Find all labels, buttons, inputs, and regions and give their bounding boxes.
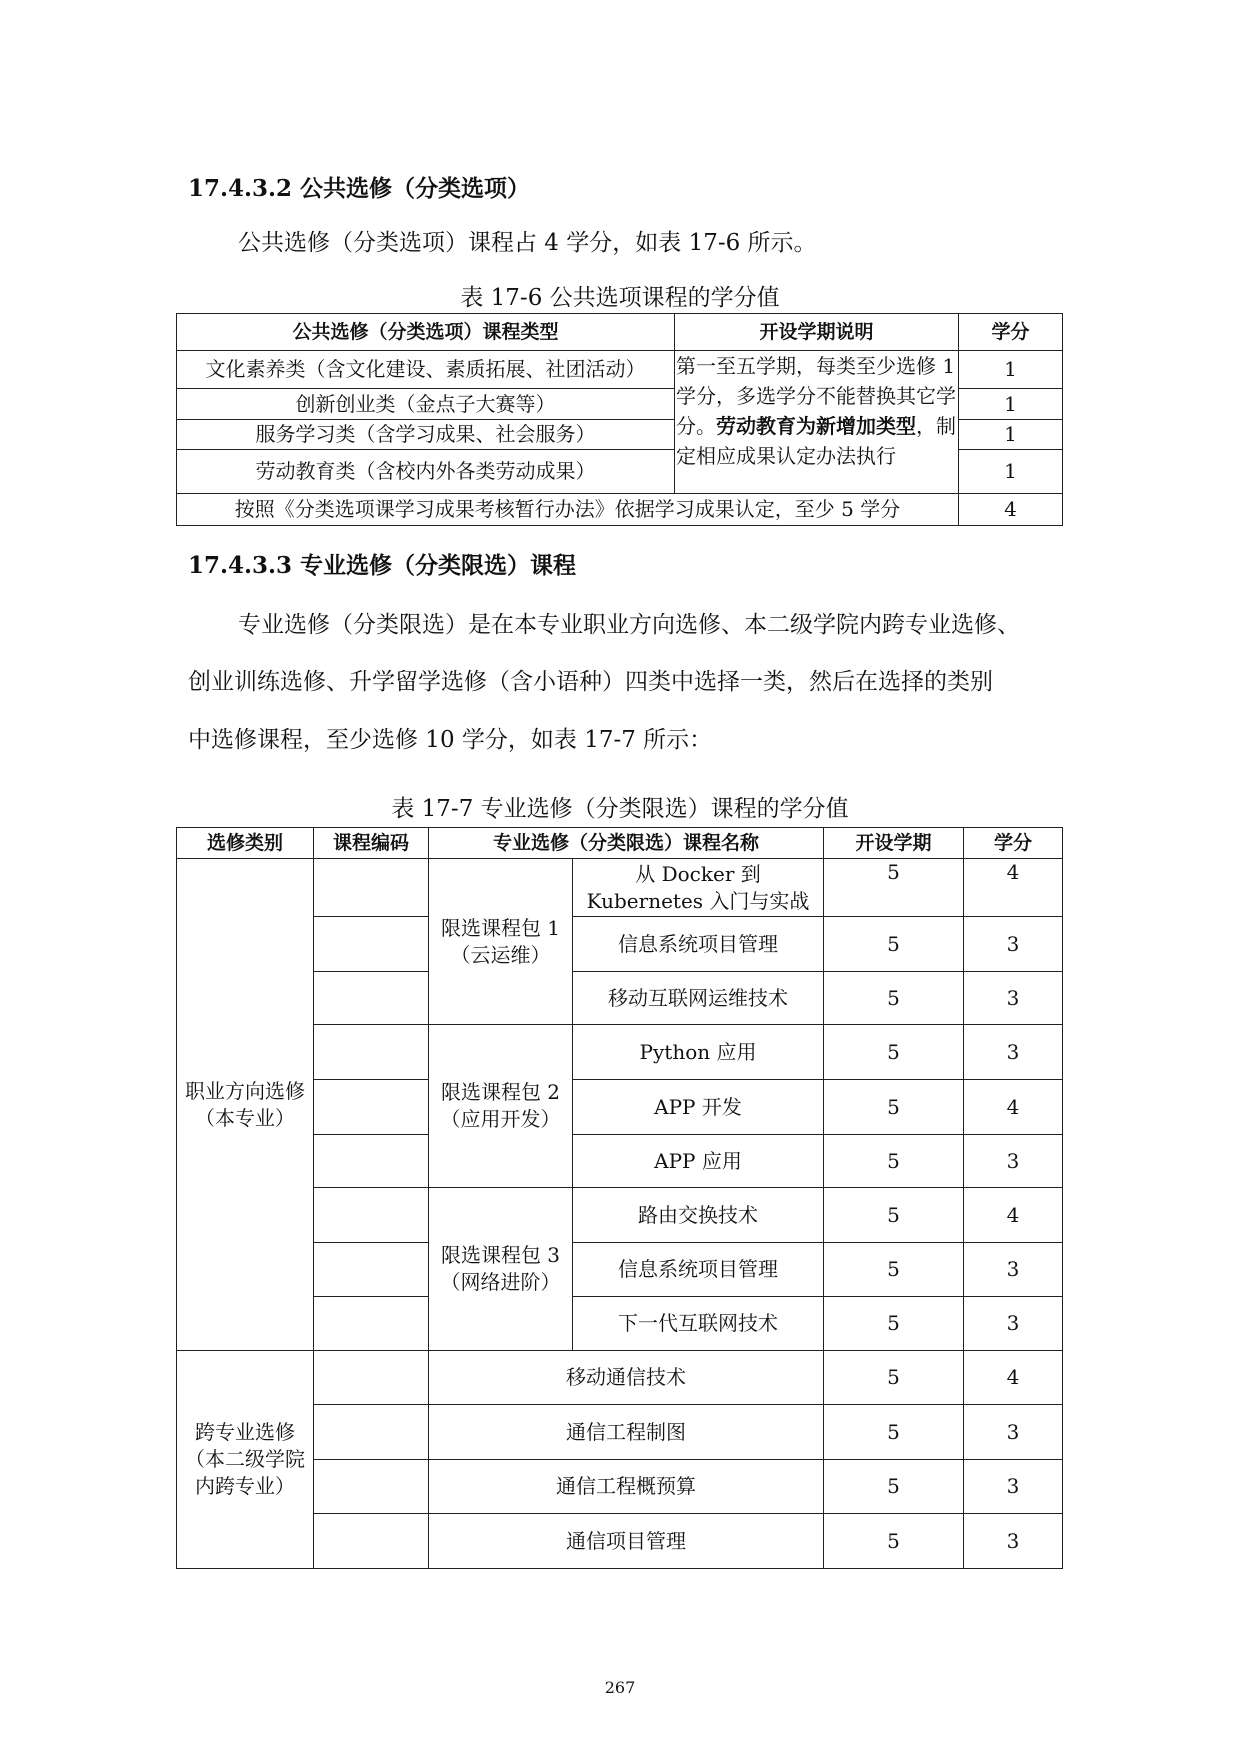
table-row [177, 1351, 1063, 1405]
package-cell: 限选课程包 3（网络进阶） [429, 1188, 573, 1351]
course-name-cell: Python 应用 [573, 1025, 824, 1080]
category-cell: 职业方向选修（本专业） [177, 859, 314, 1351]
col-header: 开设学期 [824, 828, 964, 859]
course-name-cell: APP 应用 [573, 1135, 824, 1188]
term-cell: 5 [824, 1297, 964, 1351]
course-code-cell [314, 1460, 429, 1514]
credit-cell: 3 [964, 1460, 1063, 1514]
credit-cell: 1 [959, 351, 1063, 389]
credit-cell: 3 [964, 1243, 1063, 1297]
col-header: 学分 [964, 828, 1063, 859]
category-cell: 跨专业选修（本二级学院内跨专业） [177, 1351, 314, 1569]
course-code-cell [314, 1405, 429, 1460]
type-cell: 劳动教育类（含校内外各类劳动成果） [177, 450, 675, 494]
credit-cell: 3 [964, 1135, 1063, 1188]
table-row [177, 859, 1063, 917]
term-cell: 5 [824, 1025, 964, 1080]
credit-cell: 1 [959, 389, 1063, 420]
course-name-cell: 下一代互联网技术 [573, 1297, 824, 1351]
credit-cell: 4 [964, 1351, 1063, 1405]
credit-cell: 4 [964, 1188, 1063, 1243]
credit-cell: 1 [959, 420, 1063, 450]
credit-cell: 3 [964, 1405, 1063, 1460]
term-cell: 5 [824, 1080, 964, 1135]
course-name-cell: 信息系统项目管理 [573, 917, 824, 972]
course-name-cell: 通信项目管理 [429, 1514, 824, 1569]
table-17-6-caption: 表 17-6 公共选项课程的学分值 [460, 285, 780, 311]
credit-cell: 3 [964, 917, 1063, 972]
credit-cell: 3 [964, 1297, 1063, 1351]
course-code-cell [314, 917, 429, 972]
course-code-cell [314, 1243, 429, 1297]
term-cell: 5 [824, 859, 964, 917]
term-description: 第一至五学期，每类至少选修 1 学分，多选学分不能替换其它学分。劳动教育为新增加类型，制定相应成果认定办法执行 [675, 351, 959, 494]
course-name-cell: 通信工程概预算 [429, 1460, 824, 1514]
type-cell: 文化素养类（含文化建设、素质拓展、社团活动） [177, 351, 675, 389]
course-name-cell: 从 Docker 到 Kubernetes 入门与实战 [573, 859, 824, 917]
course-name-cell: APP 开发 [573, 1080, 824, 1135]
table-17-6 [176, 313, 1063, 526]
footer-cell: 按照《分类选项课学习成果考核暂行办法》依据学习成果认定，至少 5 学分 [177, 494, 959, 526]
section-paragraph: 公共选修（分类选项）课程占 4 学分，如表 17-6 所示。 [238, 230, 817, 256]
col-header: 公共选修（分类选项）课程类型 [177, 314, 675, 351]
para-line: 专业选修（分类限选）是在本专业职业方向选修、本二级学院内跨专业选修、 [238, 612, 1020, 638]
term-cell: 5 [824, 1135, 964, 1188]
col-header: 开设学期说明 [675, 314, 959, 351]
term-cell: 5 [824, 1243, 964, 1297]
course-code-cell [314, 1351, 429, 1405]
package-cell: 限选课程包 2（应用开发） [429, 1025, 573, 1188]
para-line: 中选修课程，至少选修 10 学分，如表 17-7 所示： [188, 727, 713, 753]
course-name-cell: 移动通信技术 [429, 1351, 824, 1405]
course-code-cell [314, 1188, 429, 1243]
term-cell: 5 [824, 917, 964, 972]
term-cell: 5 [824, 1405, 964, 1460]
course-code-cell [314, 1514, 429, 1569]
term-cell: 5 [824, 1351, 964, 1405]
course-code-cell [314, 859, 429, 917]
credit-cell: 3 [964, 972, 1063, 1025]
course-name-cell: 路由交换技术 [573, 1188, 824, 1243]
term-cell: 5 [824, 1188, 964, 1243]
course-code-cell [314, 1135, 429, 1188]
credit-cell: 1 [959, 450, 1063, 494]
credit-cell: 4 [964, 1080, 1063, 1135]
section-heading-17-4-3-3: 17.4.3.3 专业选修（分类限选）课程 [188, 552, 577, 579]
col-header: 专业选修（分类限选）课程名称 [429, 828, 824, 859]
table-17-7-caption: 表 17-7 专业选修（分类限选）课程的学分值 [391, 796, 849, 822]
page-number: 267 [604, 1678, 636, 1697]
term-cell: 5 [824, 972, 964, 1025]
type-cell: 服务学习类（含学习成果、社会服务） [177, 420, 675, 450]
para-line: 创业训练选修、升学留学选修（含小语种）四类中选择一类，然后在选择的类别 [188, 669, 993, 695]
course-code-cell [314, 1080, 429, 1135]
credit-cell: 3 [964, 1025, 1063, 1080]
section-heading-17-4-3-2: 17.4.3.2 公共选修（分类选项） [188, 175, 531, 202]
credit-cell: 4 [964, 859, 1063, 917]
table-17-7 [176, 827, 1063, 1569]
course-name-cell: 信息系统项目管理 [573, 1243, 824, 1297]
col-header: 学分 [959, 314, 1063, 351]
term-cell: 5 [824, 1514, 964, 1569]
credit-cell: 4 [959, 494, 1063, 526]
course-name-cell: 通信工程制图 [429, 1405, 824, 1460]
course-code-cell [314, 1297, 429, 1351]
col-header: 课程编码 [314, 828, 429, 859]
course-code-cell [314, 972, 429, 1025]
type-cell: 创新创业类（金点子大赛等） [177, 389, 675, 420]
course-code-cell [314, 1025, 429, 1080]
credit-cell: 3 [964, 1514, 1063, 1569]
course-name-cell: 移动互联网运维技术 [573, 972, 824, 1025]
package-cell: 限选课程包 1（云运维） [429, 859, 573, 1025]
term-cell: 5 [824, 1460, 964, 1514]
col-header: 选修类别 [177, 828, 314, 859]
